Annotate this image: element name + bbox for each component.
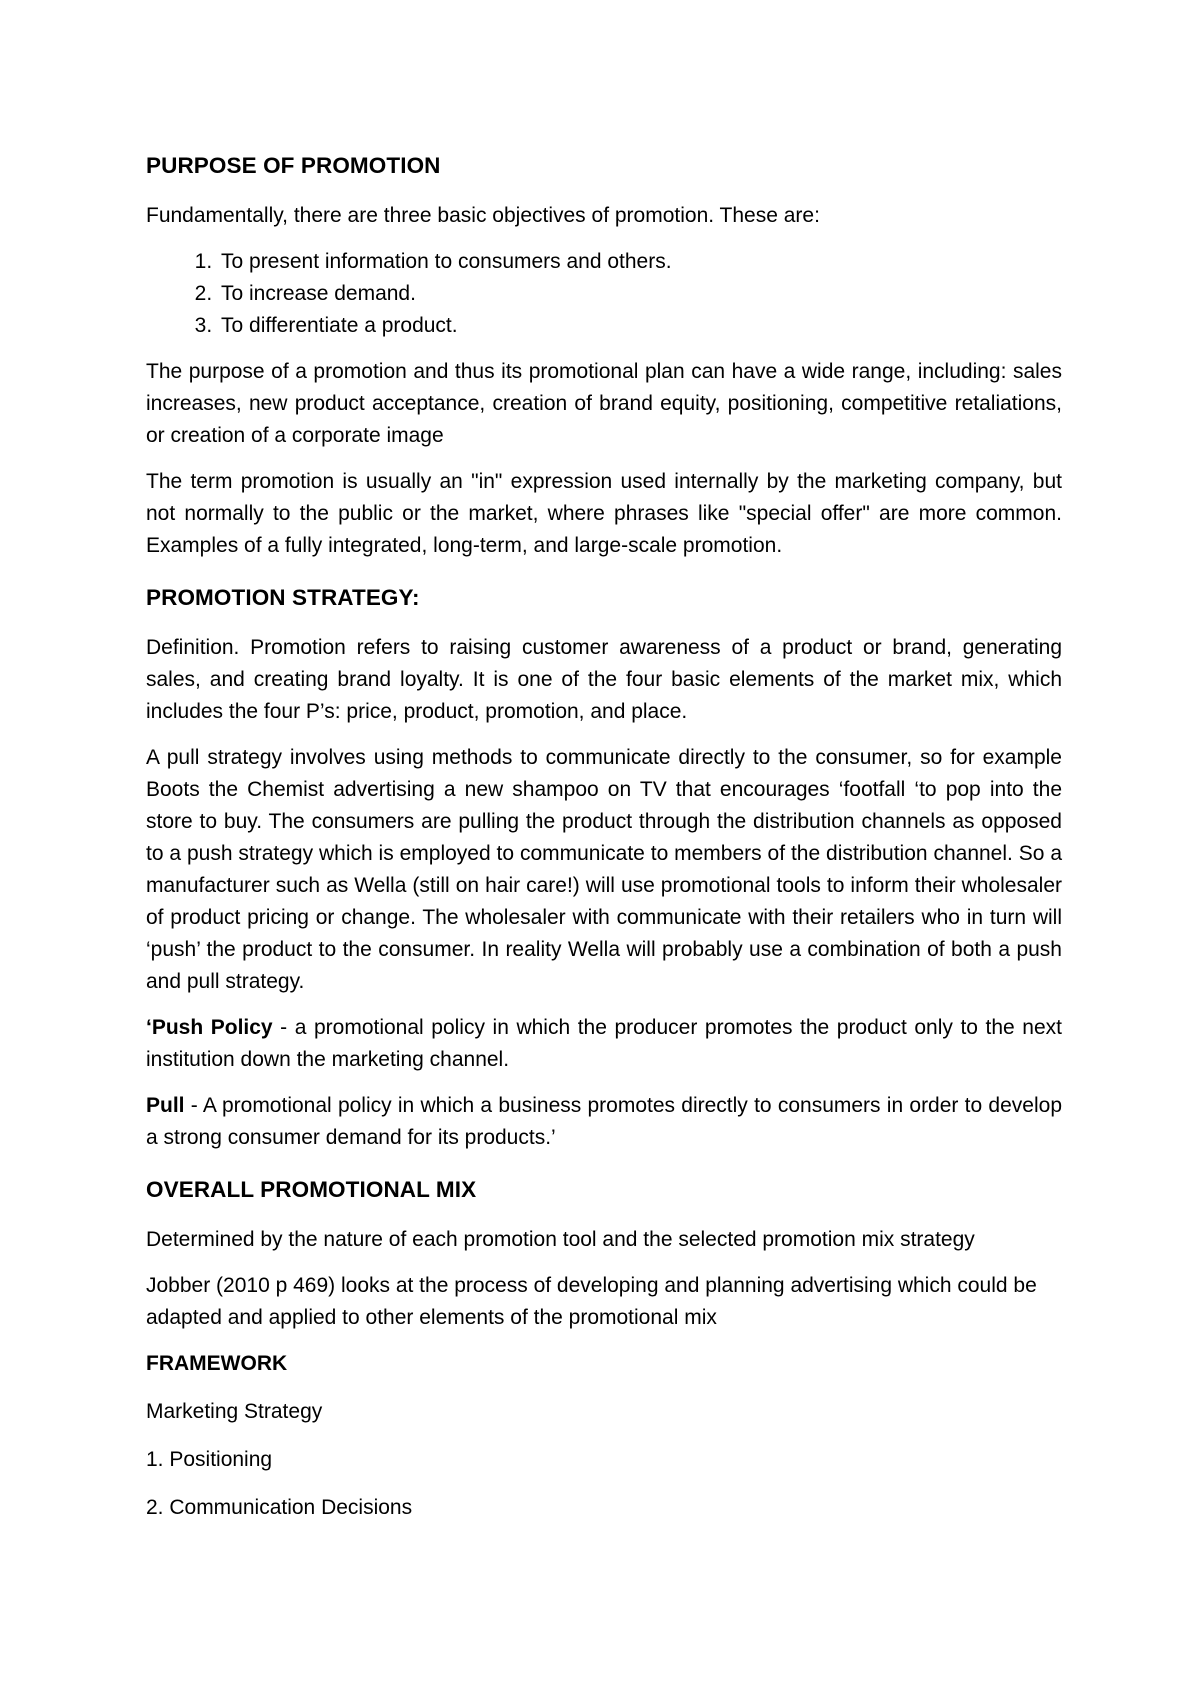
strategy-definition: Definition. Promotion refers to raising customer awareness of a product or brand, generating sales, and creating brand loyalty. It is one of the four basic elements of the market mix, which includes the four P’s: price, product, promotion, and place. bbox=[146, 636, 1062, 723]
purpose-paragraph-1: The purpose of a promotion and thus its promotional plan can have a wide range, including: sales increases, new product acceptance, creation of brand equity, positioning, competitive retaliations, or creation of a corporate image bbox=[146, 360, 1062, 447]
promotional-mix-paragraph-2: Jobber (2010 p 469) looks at the process of developing and planning advertising which could be adapted and applied to other elements of the promotional mix bbox=[146, 1274, 1037, 1329]
framework-title: Marketing Strategy bbox=[146, 1400, 323, 1423]
push-policy-paragraph bbox=[146, 1012, 1062, 1076]
framework-item: 2. Communication Decisions bbox=[146, 1496, 413, 1519]
purpose-paragraph-2: The term promotion is usually an "in" expression used internally by the marketing company, but not normally to the public or the market, where phrases like "special offer" are more common. Examples of a fully integrated, long-term, and large-scale promotion. bbox=[146, 470, 1062, 557]
section-heading-purpose: PURPOSE OF PROMOTION bbox=[146, 153, 441, 178]
objective-item: 1. To present information to consumers and others. bbox=[218, 246, 1062, 278]
promotional-mix-paragraph-1: Determined by the nature of each promotion tool and the selected promotion mix strategy bbox=[146, 1228, 975, 1251]
pull-policy-paragraph bbox=[146, 1090, 1062, 1154]
framework-item: 1. Positioning bbox=[146, 1448, 273, 1471]
objectives-list bbox=[146, 246, 1062, 342]
objective-item: 2. To increase demand. bbox=[218, 278, 1062, 310]
push-policy-text: - a promotional policy in which the producer promotes the product only to the next institution down the marketing channel. bbox=[146, 1016, 1062, 1071]
section-heading-strategy: PROMOTION STRATEGY: bbox=[146, 585, 420, 610]
objective-item: 3. To differentiate a product. bbox=[218, 310, 1062, 342]
pull-policy-label: Pull bbox=[146, 1094, 185, 1117]
framework-heading: FRAMEWORK bbox=[146, 1352, 288, 1375]
section-heading-promotional-mix: OVERALL PROMOTIONAL MIX bbox=[146, 1177, 477, 1202]
purpose-intro: Fundamentally, there are three basic objectives of promotion. These are: bbox=[146, 204, 820, 227]
push-policy-label: ‘Push Policy bbox=[146, 1016, 273, 1039]
document-page bbox=[146, 150, 1062, 1540]
pull-strategy-paragraph: A pull strategy involves using methods to communicate directly to the consumer, so for example Boots the Chemist advertising a new shampoo on TV that encourages ‘footfall ‘to pop into the store to buy. The consumers are pulling the product through the distribution channels as opposed to a push strategy which is employed to communicate to members of the distribution channel. So a manufacturer such as Wella (still on hair care!) will use promotional tools to inform their wholesaler of product pricing or change. The wholesaler with communicate with their retailers who in turn will ‘push’ the product to the consumer. In reality Wella will probably use a combination of both a push and pull strategy. bbox=[146, 746, 1062, 993]
pull-policy-text: - A promotional policy in which a business promotes directly to consumers in order to develop a strong consumer demand for its products.’ bbox=[146, 1094, 1062, 1149]
